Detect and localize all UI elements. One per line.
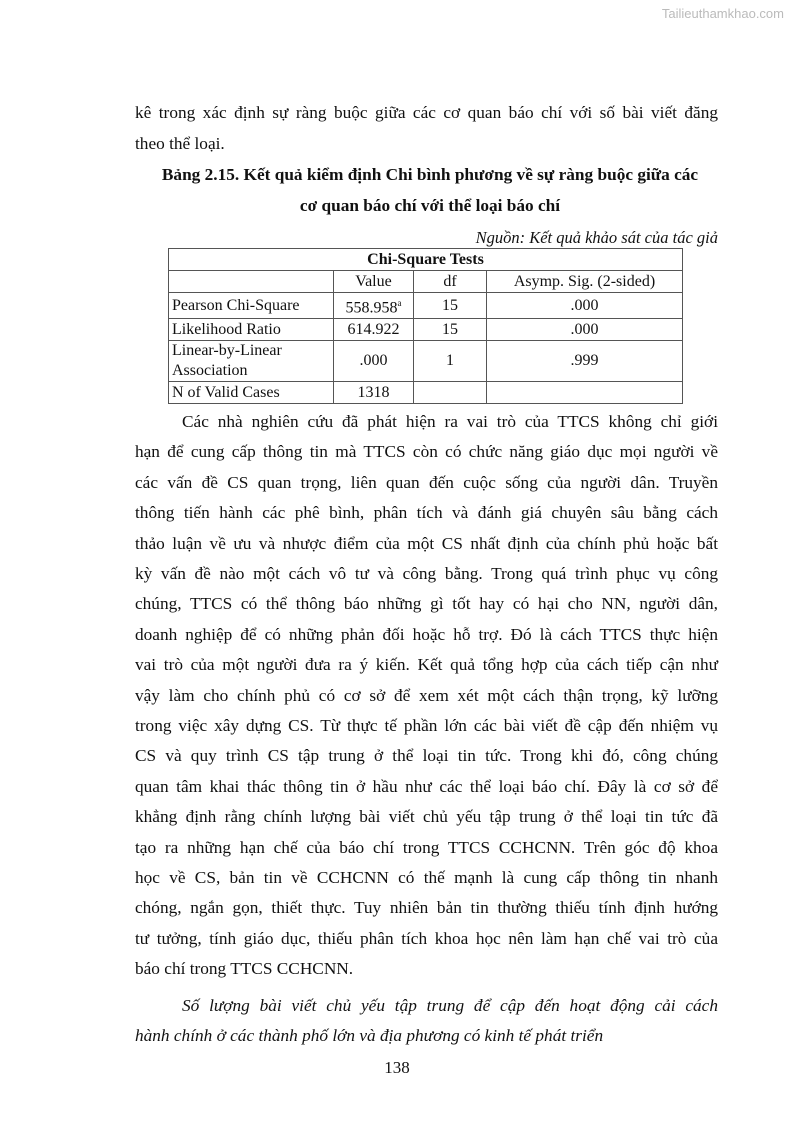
paragraph-line: các vấn đề CS quan trọng, liên quan đến cuộc sống của người dân. Truyền bbox=[135, 472, 718, 492]
row-label: Linear-by-Linear Association bbox=[169, 341, 334, 382]
paragraph-line: vậy làm cho chính phủ có cơ sở để xem xét một cách thận trọng, kỹ lưỡng bbox=[135, 685, 718, 705]
paragraph-line: Các nhà nghiên cứu đã phát hiện ra vai trò của TTCS không chỉ giới bbox=[182, 412, 718, 431]
df-cell: 15 bbox=[414, 293, 487, 319]
italic-heading-line: Số lượng bài viết chủ yếu tập trung để cập đến hoạt động cải cách bbox=[182, 996, 718, 1015]
header-cell: df bbox=[414, 271, 487, 293]
sig-cell: .999 bbox=[487, 341, 683, 382]
df-cell bbox=[414, 382, 487, 404]
table-source: Nguồn: Kết quả khảo sát của tác giả bbox=[475, 228, 718, 247]
header-cell: Value bbox=[334, 271, 414, 293]
table-title: Chi-Square Tests bbox=[169, 249, 683, 271]
italic-heading-line: hành chính ở các thành phố lớn và địa phương có kinh tế phát triển bbox=[135, 1026, 604, 1046]
paragraph-line: thông tiến hành các phê bình, phân tích và đánh giá chuyên sâu bằng cách bbox=[135, 503, 718, 523]
paragraph-line: theo thể loại. bbox=[135, 134, 225, 153]
header-cell: Asymp. Sig. (2-sided) bbox=[487, 271, 683, 293]
value-cell: 614.922 bbox=[334, 319, 414, 341]
paragraph-line: tạo ra những hạn chế của báo chí trong TTCS CCHCNN. Trên góc độ khoa bbox=[135, 837, 718, 857]
table-caption: Bảng 2.15. Kết quả kiểm định Chi bình phương về sự ràng buộc giữa các bbox=[161, 165, 699, 184]
sig-cell bbox=[487, 382, 683, 404]
paragraph-line: CS và quy trình CS tập trung ở thể loại tin tức. Trong khi đó, công chúng bbox=[135, 746, 718, 766]
sig-cell: .000 bbox=[487, 293, 683, 319]
df-cell: 1 bbox=[414, 341, 487, 382]
table-row bbox=[169, 382, 683, 404]
paragraph-line: chóng, ngắn gọn, thiết thực. Tuy nhiên bản tin thường thiếu tính định hướng bbox=[135, 898, 718, 918]
paragraph-line: học về CS, bản tin về CCHCNN có thế mạnh là cung cấp thông tin nhanh bbox=[135, 868, 718, 887]
page-number: 138 bbox=[384, 1058, 410, 1077]
value-cell bbox=[334, 293, 414, 319]
table-row bbox=[169, 319, 683, 341]
paragraph-line: trong việc xây dựng CS. Từ thực tế phần lớn các bài viết đề cập đến nhiệm vụ bbox=[135, 716, 718, 735]
paragraph-line: khẳng định rằng chính lượng bài viết chủ yếu tập trung ở thể loại tin tức đã bbox=[135, 807, 718, 827]
table-row bbox=[169, 293, 683, 319]
paragraph-line: vai trò của một người đưa ra ý kiến. Kết quả tổng hợp của cách tiếp cận như bbox=[135, 655, 718, 675]
value: 558.958 bbox=[345, 299, 398, 317]
paragraph-line: doanh nghiệp để có những phản đối hoặc hỗ trợ. Đó là cách TTCS thực hiện bbox=[135, 624, 718, 644]
table-caption: cơ quan báo chí với thể loại báo chí bbox=[299, 196, 561, 215]
paragraph-line: kê trong xác định sự ràng buộc giữa các cơ quan báo chí với số bài viết đăng bbox=[135, 103, 718, 122]
watermark: Tailieuthamkhao.com bbox=[661, 6, 784, 21]
row-label: Pearson Chi-Square bbox=[169, 293, 334, 319]
table-row bbox=[169, 341, 683, 382]
value-cell: .000 bbox=[334, 341, 414, 382]
header-cell bbox=[169, 271, 334, 293]
row-label: N of Valid Cases bbox=[169, 382, 334, 404]
paragraph-line: tư tưởng, tính giáo dục, thiếu phân tích khoa học nên làm hạn chế vai trò của bbox=[135, 928, 718, 948]
sig-cell: .000 bbox=[487, 319, 683, 341]
chi-square-table bbox=[168, 248, 683, 404]
df-cell: 15 bbox=[414, 319, 487, 341]
paragraph-line: chúng, TTCS có thể thông báo những gì tốt hay có hại cho NN, người dân, bbox=[135, 594, 718, 614]
value-cell: 1318 bbox=[334, 382, 414, 404]
paragraph-line: hạn để cung cấp thông tin mà TTCS còn có chức năng giáo dục mọi người về bbox=[135, 442, 718, 462]
footnote-mark: a bbox=[397, 298, 402, 308]
paragraph-line: thảo luận về ưu và nhược điểm của một CS nhất định của chính phủ hoặc bất bbox=[135, 533, 718, 553]
paragraph-line: báo chí trong TTCS CCHCNN. bbox=[135, 959, 354, 979]
row-label: Likelihood Ratio bbox=[169, 319, 334, 341]
paragraph-line: kỳ vấn đề nào một cách vô tư và công bằng. Trong quá trình phục vụ công bbox=[135, 564, 718, 583]
paragraph-line: quan tâm khai thác thông tin ở hầu như các thể loại báo chí. Đây là cơ sở để bbox=[135, 776, 718, 796]
